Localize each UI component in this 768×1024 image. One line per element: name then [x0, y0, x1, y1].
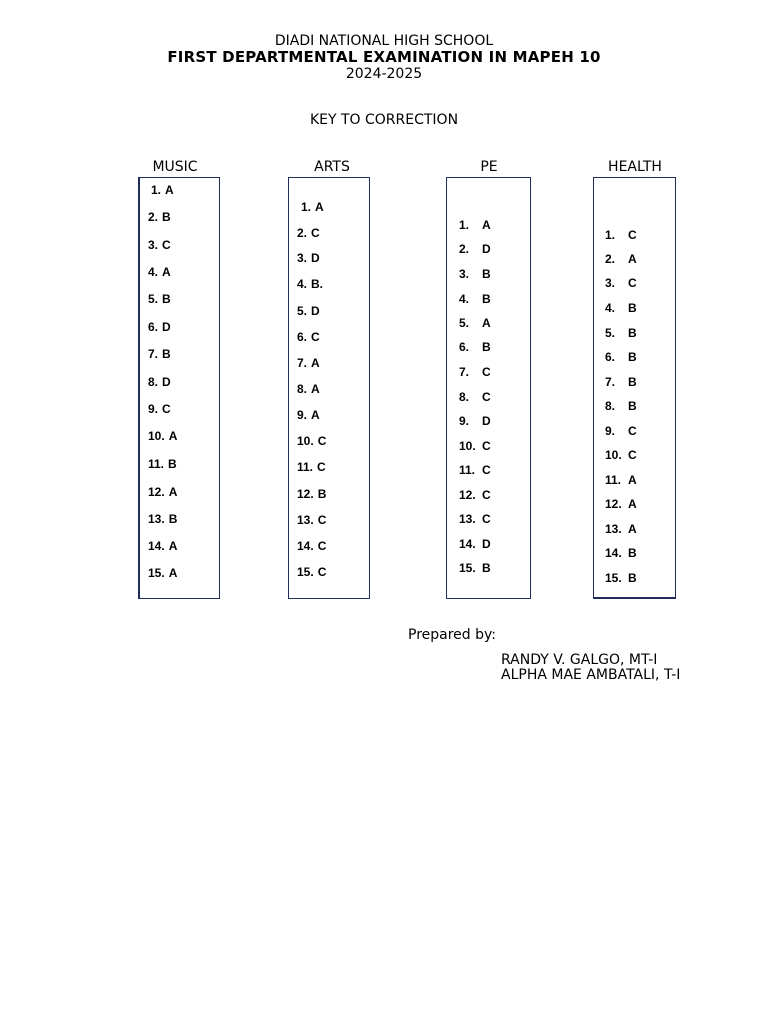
item-number: 9.	[459, 414, 470, 428]
item-number: 8.	[148, 375, 159, 389]
item-answer: B	[162, 292, 171, 306]
item-number: 14.	[605, 546, 622, 560]
item-answer: A	[311, 356, 320, 370]
pe-answer-item	[459, 512, 491, 526]
item-answer: A	[628, 497, 637, 511]
pe-answer-item	[459, 365, 491, 379]
item-answer: B	[482, 292, 491, 306]
health-answer-item	[605, 326, 637, 340]
health-answer-item	[605, 252, 637, 266]
pe-answer-item	[459, 561, 491, 575]
arts-answer-item	[297, 277, 323, 291]
item-number: 7.	[148, 347, 159, 361]
arts-answer-item	[297, 513, 326, 527]
item-number: 14.	[459, 537, 476, 551]
pe-answer-item	[459, 292, 491, 306]
item-number: 2.	[459, 242, 470, 256]
item-number: 15.	[148, 566, 165, 580]
music-answer-item	[151, 183, 174, 197]
arts-answer-item	[297, 487, 326, 501]
item-answer: A	[482, 218, 491, 232]
item-answer: D	[311, 251, 320, 265]
item-answer: A	[482, 316, 491, 330]
arts-answer-item	[297, 330, 320, 344]
item-number: 10.	[148, 429, 165, 443]
item-number: 9.	[605, 424, 616, 438]
arts-answer-item	[297, 304, 320, 318]
pe-answer-item	[459, 463, 491, 477]
item-number: 7.	[605, 375, 616, 389]
music-answer-item	[148, 539, 177, 553]
item-answer: A	[315, 200, 324, 214]
item-answer: C	[482, 512, 491, 526]
item-number: 5.	[605, 326, 616, 340]
arts-answer-item	[297, 356, 320, 370]
music-answer-item	[148, 347, 171, 361]
music-answer-item	[148, 402, 171, 416]
health-answer-item	[605, 399, 637, 413]
item-number: 9.	[297, 408, 308, 422]
item-answer: A	[628, 522, 637, 536]
item-answer: C	[162, 238, 171, 252]
health-answer-item	[605, 276, 637, 290]
item-answer: C	[317, 434, 327, 448]
arts-answer-item	[297, 460, 326, 474]
signatory-1: RANDY V. GALGO, MT-I	[501, 652, 658, 668]
health-answer-item	[605, 301, 637, 315]
pe-answer-item	[459, 390, 491, 404]
item-answer: D	[482, 414, 491, 428]
music-answer-item	[148, 485, 177, 499]
column-title-pe: PE	[480, 159, 498, 175]
arts-answer-item	[297, 565, 326, 579]
item-answer: A	[165, 183, 174, 197]
item-number: 2.	[297, 226, 308, 240]
item-answer: A	[162, 265, 171, 279]
item-number: 13.	[297, 513, 314, 527]
item-answer: A	[628, 473, 637, 487]
item-number: 8.	[459, 390, 470, 404]
column-title-arts: ARTS	[314, 159, 350, 175]
item-number: 3.	[459, 267, 470, 281]
item-answer: C	[317, 565, 327, 579]
item-answer: D	[311, 304, 320, 318]
item-number: 3.	[605, 276, 616, 290]
health-answer-item	[605, 473, 637, 487]
item-number: 5.	[148, 292, 159, 306]
health-answer-item	[605, 571, 637, 585]
pe-answer-item	[459, 267, 491, 281]
item-answer: A	[311, 408, 320, 422]
item-answer: B	[482, 267, 491, 281]
item-number: 12.	[605, 497, 622, 511]
item-number: 7.	[297, 356, 308, 370]
item-number: 6.	[459, 340, 470, 354]
item-answer: B	[482, 561, 491, 575]
arts-answer-item	[297, 251, 320, 265]
health-answer-item	[605, 228, 637, 242]
item-number: 8.	[605, 399, 616, 413]
item-answer: C	[482, 390, 491, 404]
item-number: 11.	[297, 460, 314, 474]
item-answer: C	[482, 463, 491, 477]
item-number: 6.	[297, 330, 308, 344]
item-answer: C	[162, 402, 171, 416]
item-answer: A	[168, 429, 178, 443]
item-answer: B	[162, 210, 171, 224]
item-answer: C	[628, 448, 637, 462]
item-number: 1.	[301, 200, 312, 214]
pe-answer-item	[459, 414, 491, 428]
music-answer-item	[148, 210, 171, 224]
health-answer-item	[605, 375, 637, 389]
item-answer: B	[168, 457, 177, 471]
item-number: 13.	[605, 522, 622, 536]
item-number: 11.	[459, 463, 476, 477]
item-number: 5.	[297, 304, 308, 318]
item-number: 6.	[605, 350, 616, 364]
arts-answer-item	[297, 382, 320, 396]
key-title: KEY TO CORRECTION	[309, 112, 459, 128]
health-answer-item	[605, 522, 637, 536]
item-number: 10.	[459, 439, 476, 453]
item-answer: C	[317, 513, 327, 527]
arts-answer-item	[297, 434, 326, 448]
arts-answer-item	[297, 226, 320, 240]
pe-answer-item	[459, 488, 491, 502]
item-answer: A	[628, 252, 637, 266]
item-answer: B	[162, 347, 171, 361]
item-number: 4.	[297, 277, 308, 291]
item-answer: B	[168, 512, 178, 526]
item-answer: C	[317, 539, 327, 553]
item-answer: B	[628, 546, 637, 560]
item-answer: D	[162, 320, 171, 334]
item-answer: C	[311, 330, 320, 344]
item-number: 11.	[605, 473, 622, 487]
health-answer-item	[605, 497, 637, 511]
item-answer: C	[317, 460, 326, 474]
column-title-music: MUSIC	[152, 159, 198, 175]
item-answer: D	[482, 242, 491, 256]
item-answer: C	[482, 488, 491, 502]
item-answer: B	[628, 326, 637, 340]
exam-title: FIRST DEPARTMENTAL EXAMINATION IN MAPEH 10	[167, 48, 601, 66]
pe-answer-item	[459, 439, 491, 453]
health-answer-item	[605, 350, 637, 364]
item-number: 15.	[297, 565, 314, 579]
pe-answer-box	[446, 177, 531, 599]
pe-answer-item	[459, 537, 491, 551]
item-number: 4.	[605, 301, 616, 315]
item-answer: C	[482, 365, 491, 379]
item-answer: B	[628, 375, 637, 389]
item-number: 12.	[297, 487, 314, 501]
item-answer: B	[628, 350, 637, 364]
music-answer-item	[148, 292, 171, 306]
item-answer: C	[628, 424, 637, 438]
item-number: 4.	[459, 292, 470, 306]
column-title-health: HEALTH	[608, 159, 662, 175]
arts-answer-item	[297, 539, 326, 553]
item-number: 2.	[148, 210, 159, 224]
item-number: 10.	[297, 434, 314, 448]
item-number: 14.	[148, 539, 165, 553]
item-number: 1.	[459, 218, 470, 232]
item-answer: A	[311, 382, 320, 396]
signatory-2: ALPHA MAE AMBATALI, T-I	[501, 667, 681, 683]
item-answer: C	[311, 226, 320, 240]
music-answer-item	[148, 512, 177, 526]
item-number: 14.	[297, 539, 314, 553]
item-answer: B.	[311, 277, 324, 291]
item-number: 15.	[605, 571, 622, 585]
item-number: 9.	[148, 402, 159, 416]
music-answer-item	[148, 375, 171, 389]
pe-answer-item	[459, 340, 491, 354]
prepared-by-label: Prepared by:	[408, 627, 496, 643]
item-answer: B	[482, 340, 491, 354]
item-number: 3.	[297, 251, 308, 265]
item-number: 6.	[148, 320, 159, 334]
health-answer-item	[605, 546, 637, 560]
item-answer: C	[628, 228, 637, 242]
item-number: 5.	[459, 316, 470, 330]
item-number: 15.	[459, 561, 476, 575]
item-answer: B	[317, 487, 327, 501]
item-answer: D	[162, 375, 171, 389]
item-number: 8.	[297, 382, 308, 396]
item-answer: B	[628, 399, 637, 413]
pe-answer-item	[459, 316, 491, 330]
music-answer-item	[148, 320, 171, 334]
music-answer-item	[148, 429, 177, 443]
music-answer-item	[148, 265, 171, 279]
item-answer: B	[628, 571, 637, 585]
item-number: 12.	[148, 485, 165, 499]
arts-answer-item	[297, 408, 320, 422]
music-answer-item	[148, 457, 177, 471]
item-number: 11.	[148, 457, 165, 471]
health-answer-item	[605, 424, 637, 438]
item-answer: A	[168, 485, 178, 499]
item-number: 3.	[148, 238, 159, 252]
item-number: 1.	[151, 183, 162, 197]
music-answer-item	[148, 566, 177, 580]
item-answer: C	[482, 439, 491, 453]
item-number: 4.	[148, 265, 159, 279]
pe-answer-item	[459, 218, 491, 232]
item-number: 12.	[459, 488, 476, 502]
school-year: 2024-2025	[345, 66, 423, 82]
item-number: 13.	[148, 512, 165, 526]
item-number: 13.	[459, 512, 476, 526]
pe-answer-item	[459, 242, 491, 256]
item-answer: D	[482, 537, 491, 551]
arts-answer-item	[301, 200, 324, 214]
health-answer-item	[605, 448, 637, 462]
item-answer: A	[168, 566, 178, 580]
item-answer: A	[168, 539, 178, 553]
item-number: 1.	[605, 228, 616, 242]
item-number: 7.	[459, 365, 470, 379]
item-number: 10.	[605, 448, 622, 462]
item-answer: C	[628, 276, 637, 290]
music-answer-item	[148, 238, 171, 252]
item-number: 2.	[605, 252, 616, 266]
item-answer: B	[628, 301, 637, 315]
school-name: DIADI NATIONAL HIGH SCHOOL	[274, 33, 494, 49]
